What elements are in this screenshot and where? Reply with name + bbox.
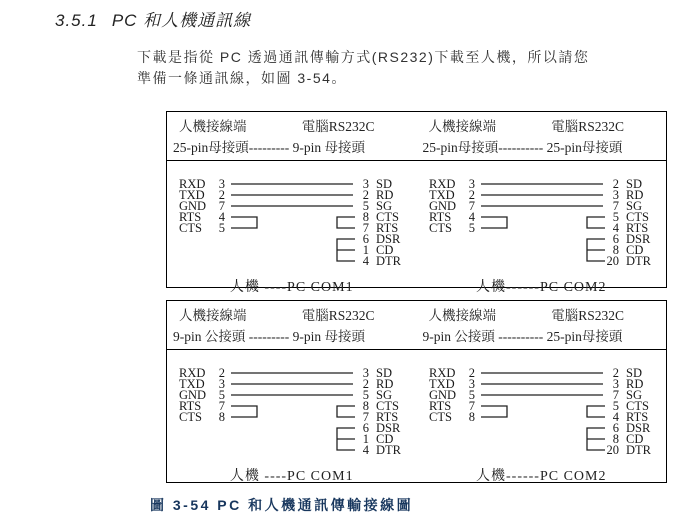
connector-pinout-line: 25-pin母接頭--------- 9-pin 母接頭	[173, 140, 365, 155]
left-pin-label: TXD	[179, 188, 205, 202]
left-pin-label: RTS	[428, 210, 451, 224]
wiring-diagram-svg	[417, 164, 667, 276]
right-pin-number: 2	[612, 366, 619, 380]
intro-paragraph	[137, 47, 657, 89]
connection-label: 人機------PC COM2	[476, 280, 607, 295]
right-pin-number: 1	[362, 432, 369, 446]
right-pin-number: 5	[362, 199, 369, 213]
right-pin-number: 8	[362, 210, 369, 224]
right-pin-number: 20	[606, 254, 619, 268]
right-pin-label: RD	[376, 377, 394, 391]
left-pin-number: 4	[218, 210, 225, 224]
right-pin-label: CTS	[625, 210, 649, 224]
rts-cts-jumper-left	[481, 217, 507, 228]
wire-lines	[481, 184, 605, 261]
right-pin-label: DTR	[376, 254, 401, 268]
intro-line-2: 準備一條通訊線，如圖 3-54。	[137, 70, 347, 86]
left-pin-label: TXD	[428, 188, 455, 202]
right-pin-label: CTS	[376, 399, 399, 413]
left-pin-number: 2	[218, 188, 225, 202]
left-pin-number: 7	[218, 199, 225, 213]
dsr-cd-dtr-jumper	[337, 428, 355, 450]
figure-caption: 圖 3-54 PC 和人機通訊傳輸接線圖	[150, 497, 414, 513]
dsr-cd-dtr-jumper	[587, 428, 605, 450]
left-pin-label: RTS	[179, 210, 202, 224]
left-pin-number: 3	[468, 377, 475, 391]
right-pin-label: SG	[376, 199, 392, 213]
pc-connector-label: 電腦RS232C	[551, 119, 624, 134]
left-pin-label: RXD	[179, 366, 206, 380]
left-pin-number: 5	[468, 221, 475, 235]
right-pin-number: 7	[612, 199, 619, 213]
right-pin-label: SD	[376, 177, 392, 191]
right-pin-number: 3	[612, 377, 619, 391]
wiring-diagram-svg	[167, 164, 417, 276]
right-pin-number: 4	[362, 443, 369, 457]
left-pin-label: CTS	[179, 410, 202, 424]
right-pin-label: RTS	[376, 410, 399, 424]
pc-connector-label: 電腦RS232C	[551, 308, 624, 323]
left-pin-number: 7	[218, 399, 225, 413]
rts-cts-jumper-left	[231, 406, 257, 417]
right-pin-label: CD	[625, 432, 643, 446]
right-pin-number: 6	[362, 421, 369, 435]
right-pin-label: RTS	[625, 221, 648, 235]
connector-pinout-line: 9-pin 公接頭 --------- 9-pin 母接頭	[173, 329, 365, 344]
connector-pinout-line: 25-pin母接頭---------- 25-pin母接頭	[422, 140, 623, 155]
diagram-com2	[417, 161, 667, 301]
left-pin-label: CTS	[179, 221, 202, 235]
right-pin-number: 6	[362, 232, 369, 246]
right-pin-number: 4	[362, 254, 369, 268]
right-pin-label: RTS	[376, 221, 399, 235]
connector-pinout-line: 9-pin 公接頭 ---------- 25-pin母接頭	[422, 329, 623, 344]
right-pin-number: 1	[362, 243, 369, 257]
right-pin-label: SD	[376, 366, 392, 380]
right-pin-number: 5	[612, 210, 619, 224]
hmi-connector-label: 人機接線端	[428, 308, 496, 323]
right-pin-label: SG	[376, 388, 392, 402]
wiring-box-25pin	[166, 111, 667, 295]
box-body	[167, 350, 666, 490]
left-pin-label: CTS	[428, 221, 452, 235]
right-pin-label: CD	[376, 243, 394, 257]
right-pin-label: DSR	[625, 232, 650, 246]
left-pin-label: GND	[428, 199, 456, 213]
left-pin-label: GND	[179, 388, 207, 402]
wiring-diagram-svg	[167, 353, 417, 465]
wire-lines	[481, 373, 605, 450]
cts-rts-jumper-right	[587, 217, 605, 228]
right-pin-number: 5	[612, 399, 619, 413]
connection-label: 人機 ----PC COM1	[229, 280, 354, 295]
right-pin-number: 7	[612, 388, 619, 402]
left-pin-label: RXD	[179, 177, 206, 191]
left-pin-label: RTS	[428, 399, 451, 413]
connector-header-com2	[417, 304, 667, 345]
right-pin-number: 2	[612, 177, 619, 191]
right-pin-number: 3	[362, 177, 369, 191]
right-pin-number: 6	[612, 421, 619, 435]
pc-connector-label: 電腦RS232C	[301, 119, 375, 134]
left-pin-number: 8	[218, 410, 225, 424]
section-title: PC 和人機通訊線	[111, 11, 252, 30]
connection-label: 人機 ----PC COM1	[229, 469, 354, 484]
left-pin-number: 8	[468, 410, 475, 424]
right-pin-number: 8	[612, 243, 619, 257]
left-pin-number: 2	[468, 366, 475, 380]
dsr-cd-dtr-jumper	[337, 239, 355, 261]
dsr-cd-dtr-jumper	[587, 239, 605, 261]
rts-cts-jumper-left	[481, 406, 507, 417]
right-pin-number: 4	[612, 410, 619, 424]
left-pin-label: TXD	[179, 377, 205, 391]
right-pin-number: 8	[612, 432, 619, 446]
left-pin-number: 7	[468, 199, 475, 213]
box-header	[167, 112, 666, 161]
wire-lines	[231, 184, 355, 261]
right-pin-label: CD	[376, 432, 394, 446]
right-pin-number: 7	[362, 221, 369, 235]
right-pin-label: DTR	[625, 443, 651, 457]
section-heading	[55, 6, 251, 31]
connector-header-com1	[167, 304, 417, 345]
left-pin-label: TXD	[428, 377, 455, 391]
left-pin-label: RXD	[428, 366, 455, 380]
wire-lines	[231, 373, 355, 450]
right-pin-number: 2	[362, 188, 369, 202]
left-pin-number: 5	[468, 388, 475, 402]
right-pin-label: DTR	[625, 254, 651, 268]
hmi-connector-label: 人機接線端	[179, 119, 247, 134]
rts-cts-jumper-left	[231, 217, 257, 228]
right-pin-number: 7	[362, 410, 369, 424]
left-pin-label: GND	[179, 199, 207, 213]
right-pin-label: DSR	[625, 421, 650, 435]
left-pin-label: CTS	[428, 410, 452, 424]
left-pin-number: 3	[218, 377, 225, 391]
right-pin-label: SD	[625, 177, 642, 191]
diagram-com1	[167, 161, 417, 301]
right-pin-number: 5	[362, 388, 369, 402]
left-pin-number: 2	[218, 366, 225, 380]
right-pin-number: 3	[612, 188, 619, 202]
right-pin-number: 8	[362, 399, 369, 413]
right-pin-label: RD	[376, 188, 394, 202]
right-pin-label: CD	[625, 243, 643, 257]
right-pin-number: 4	[612, 221, 619, 235]
left-pin-label: RXD	[428, 177, 455, 191]
right-pin-label: SG	[625, 388, 642, 402]
intro-line-1: 下載是指從 PC 透過通訊傳輸方式(RS232)下載至人機，所以請您	[137, 49, 590, 65]
right-pin-number: 6	[612, 232, 619, 246]
box-header	[167, 301, 666, 350]
right-pin-label: CTS	[376, 210, 399, 224]
right-pin-number: 20	[606, 443, 619, 457]
connector-header-com2	[417, 115, 667, 156]
left-pin-label: GND	[428, 388, 456, 402]
hmi-connector-label: 人機接線端	[428, 119, 496, 134]
right-pin-number: 3	[362, 366, 369, 380]
left-pin-number: 5	[218, 388, 225, 402]
left-pin-number: 4	[468, 210, 475, 224]
connector-header-com1	[167, 115, 417, 156]
right-pin-label: DTR	[376, 443, 401, 457]
left-pin-number: 3	[218, 177, 225, 191]
left-pin-number: 3	[468, 177, 475, 191]
cts-rts-jumper-right	[337, 217, 355, 228]
left-pin-number: 5	[218, 221, 225, 235]
box-body	[167, 161, 666, 301]
right-pin-label: SD	[625, 366, 642, 380]
hmi-connector-label: 人機接線端	[179, 308, 247, 323]
pc-connector-label: 電腦RS232C	[301, 308, 375, 323]
left-pin-label: RTS	[179, 399, 202, 413]
right-pin-label: RD	[625, 377, 643, 391]
right-pin-label: CTS	[625, 399, 649, 413]
left-pin-number: 7	[468, 399, 475, 413]
right-pin-label: RTS	[625, 410, 648, 424]
right-pin-label: DSR	[376, 232, 401, 246]
connection-label: 人機------PC COM2	[476, 469, 607, 484]
cts-rts-jumper-right	[587, 406, 605, 417]
cts-rts-jumper-right	[337, 406, 355, 417]
right-pin-number: 2	[362, 377, 369, 391]
right-pin-label: RD	[625, 188, 643, 202]
wiring-diagram-svg	[417, 353, 667, 465]
left-pin-number: 2	[468, 188, 475, 202]
section-number: 3.5.1	[55, 11, 98, 30]
right-pin-label: SG	[625, 199, 642, 213]
wiring-box-9pin	[166, 300, 667, 483]
diagram-com2	[417, 350, 667, 490]
diagram-com1	[167, 350, 417, 490]
right-pin-label: DSR	[376, 421, 401, 435]
